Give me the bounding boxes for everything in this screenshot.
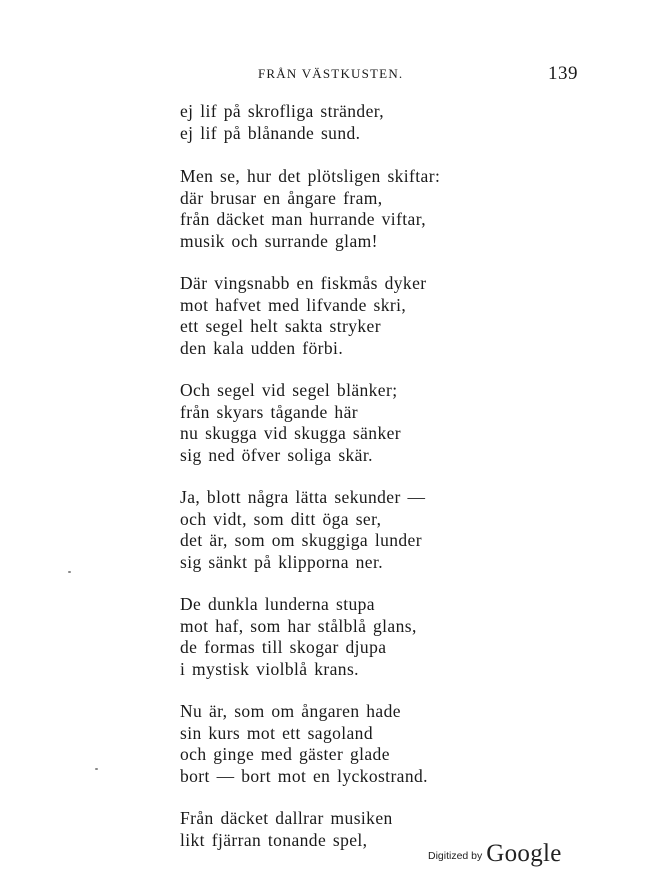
verse-line: ej lif på blånande sund. [180, 122, 361, 143]
verse-line: där brusar en ångare fram, [180, 187, 383, 208]
page-number: 139 [548, 63, 578, 84]
verse-line: de formas till skogar djupa [180, 637, 387, 657]
stanza [180, 701, 600, 787]
verse-line: ett segel helt sakta stryker [180, 316, 381, 336]
verse-line: mot haf, som har stålblå glans, [180, 615, 417, 636]
stanza [180, 273, 600, 359]
scan-speck [68, 571, 71, 573]
scan-speck [95, 768, 98, 770]
verse-line: sig ned öfver soliga skär. [180, 444, 373, 465]
verse-line: musik och surrande glam! [180, 230, 378, 251]
digitized-by-google-watermark [428, 840, 562, 870]
verse-line: sin kurs mot ett sagoland [180, 722, 373, 743]
poem-body [180, 101, 600, 872]
verse-line: och vidt, som ditt öga ser, [180, 508, 382, 529]
verse-line: och ginge med gäster glade [180, 744, 390, 764]
verse-line: likt fjärran tonande spel, [180, 829, 368, 850]
verse-line: De dunkla lunderna stupa [180, 594, 375, 614]
digitized-by-label: Digitized by [428, 850, 483, 862]
stanza [180, 166, 600, 252]
google-logo: Google [486, 840, 562, 867]
verse-line: den kala udden förbi. [180, 337, 344, 358]
stanza [180, 380, 600, 466]
verse-line: nu skugga vid skugga sänker [180, 423, 401, 443]
verse-line: sig sänkt på klipporna ner. [180, 551, 384, 572]
verse-line: från däcket man hurrande viftar, [180, 209, 427, 229]
stanza [180, 101, 600, 144]
running-title: FRÅN VÄSTKUSTEN. [258, 66, 404, 81]
verse-line: Och segel vid segel blänker; [180, 380, 398, 400]
verse-line: i mystisk violblå krans. [180, 658, 359, 679]
verse-line: från skyars tågande här [180, 401, 358, 422]
verse-line: Ja, blott några lätta sekunder — [180, 487, 426, 507]
verse-line: det är, som om skuggiga lunder [180, 530, 422, 550]
verse-line: Där vingsnabb en fiskmås dyker [180, 273, 427, 293]
verse-line: bort — bort mot en lyckostrand. [180, 765, 428, 786]
page-header [0, 63, 656, 86]
verse-line: ej lif på skrofliga stränder, [180, 101, 385, 121]
verse-line: Nu är, som om ångaren hade [180, 701, 401, 721]
verse-line: mot hafvet med lifvande skri, [180, 294, 407, 315]
verse-line: Från däcket dallrar musiken [180, 808, 393, 828]
stanza [180, 487, 600, 573]
stanza [180, 594, 600, 680]
verse-line: Men se, hur det plötsligen skiftar: [180, 166, 441, 186]
